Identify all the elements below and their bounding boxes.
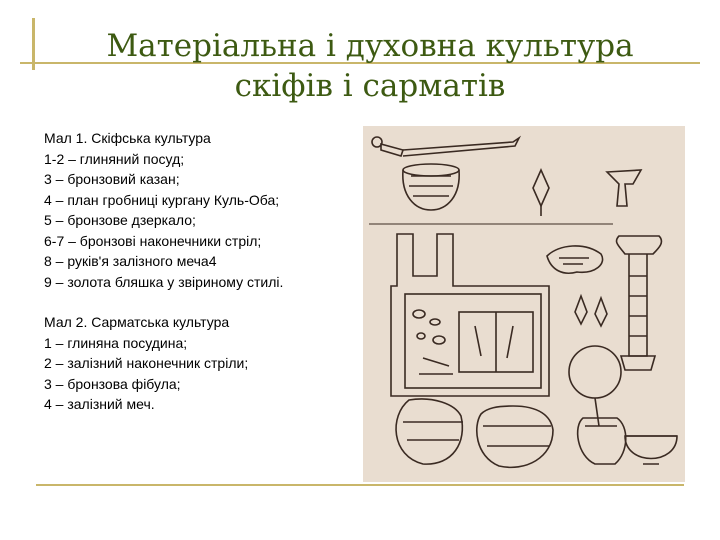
artifacts-illustration	[363, 126, 685, 482]
sarmatian-item: 4 – залізний меч.	[44, 396, 155, 412]
title-line-1: Матеріальна і духовна культура	[106, 28, 634, 64]
sarmatian-item: 2 – залізний наконечник стріли;	[44, 355, 249, 371]
sarmatian-heading: Мал 2. Сарматська культура	[44, 314, 230, 330]
scythian-item: 4 – план гробниці кургану Куль-Оба;	[44, 191, 280, 208]
scythian-item: 5 – бронзове дзеркало;	[44, 212, 196, 228]
sarmatian-item: 3 – бронзова фібула;	[44, 375, 181, 392]
accent-bottom-line	[36, 484, 684, 486]
scythian-heading: Мал 1. Скіфська культура	[44, 130, 211, 146]
sarmatian-item: 1 – глиняна посудина;	[44, 334, 188, 351]
scythian-item: 3 – бронзовий казан;	[44, 171, 180, 187]
scythian-item: 9 – золота бляшка у звіриному стилі.	[44, 273, 284, 290]
slide-title	[60, 26, 680, 106]
title-line-2: скіфів і сарматів	[234, 68, 506, 104]
scythian-item: 6-7 – бронзові наконечники стріл;	[44, 232, 262, 249]
scythian-item: 8 – руків'я залізного меча4	[44, 253, 217, 269]
figure-caption	[44, 128, 364, 415]
scythian-item: 1-2 – глиняний посуд;	[44, 150, 185, 167]
